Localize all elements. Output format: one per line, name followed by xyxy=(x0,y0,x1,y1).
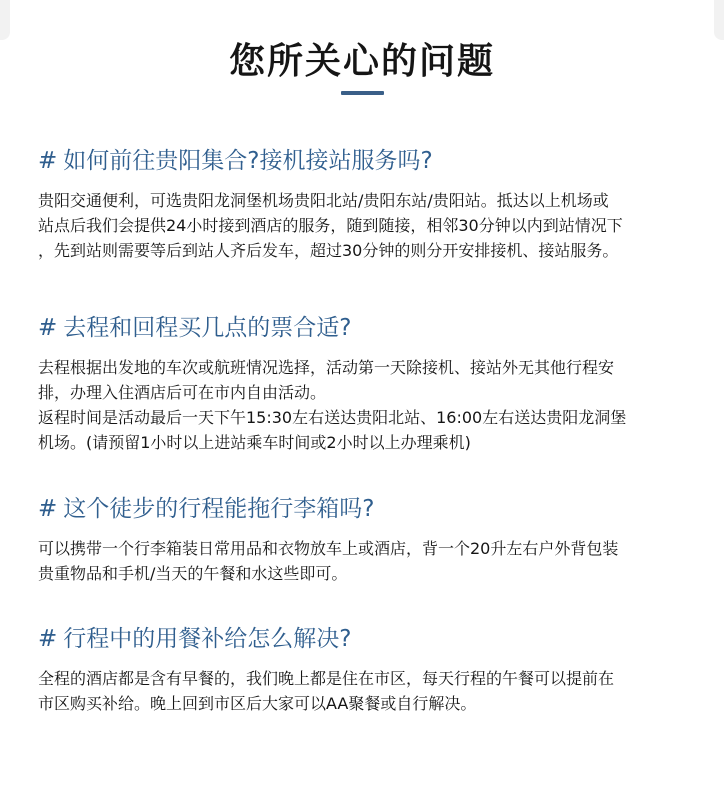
faq-question xyxy=(38,494,688,524)
page-title: 您所关心的问题 xyxy=(228,41,495,82)
faq-answer-line: 贵重物品和手机/当天的午餐和水这些即可。 xyxy=(38,564,348,583)
top-left-corner-decoration xyxy=(0,0,10,40)
faq-answer xyxy=(38,536,688,586)
hash-icon: # xyxy=(38,626,58,652)
faq-answer-line: 市区购买补给。晚上回到市区后大家可以AA聚餐或自行解决。 xyxy=(38,694,477,713)
faq-answer-line: 可以携带一个行李箱装日常用品和衣物放车上或酒店，背一个20升左右户外背包装 xyxy=(38,539,619,558)
faq-question xyxy=(38,624,688,654)
faq-answer-line: ，先到站则需要等后到站人齐后发车，超过30分钟的则分开安排接机、接站服务。 xyxy=(38,241,619,260)
faq-question-text: 行程中的用餐补给怎么解决? xyxy=(63,626,352,652)
faq-section-luggage xyxy=(38,494,688,586)
faq-section-ticket-times xyxy=(38,313,688,455)
faq-answer-line: 贵阳交通便利，可选贵阳龙洞堡机场贵阳北站/贵阳东站/贵阳站。抵达以上机场或 xyxy=(38,191,609,210)
faq-answer-line: 返程时间是活动最后一天下午15:30左右送达贵阳北站、16:00左右送达贵阳龙洞堡 xyxy=(38,408,627,427)
hash-icon: # xyxy=(38,496,58,522)
faq-question-text: 如何前往贵阳集合?接机接站服务吗? xyxy=(63,148,433,174)
faq-section-meals xyxy=(38,624,688,716)
faq-answer-line: 去程根据出发地的车次或航班情况选择，活动第一天除接机、接站外无其他行程安 xyxy=(38,358,615,377)
faq-answer xyxy=(38,188,688,263)
faq-section-getting-to-guiyang xyxy=(38,146,688,263)
faq-question-text: 这个徒步的行程能拖行李箱吗? xyxy=(63,496,375,522)
top-right-corner-decoration xyxy=(714,0,724,40)
faq-answer xyxy=(38,355,688,455)
hash-icon: # xyxy=(38,315,58,341)
hash-icon: # xyxy=(38,148,58,174)
faq-answer-line: 机场。(请预留1小时以上进站乘车时间或2小时以上办理乘机) xyxy=(38,433,471,452)
faq-answer-line: 全程的酒店都是含有早餐的，我们晚上都是住在市区，每天行程的午餐可以提前在 xyxy=(38,669,615,688)
faq-question-text: 去程和回程买几点的票合适? xyxy=(63,315,352,341)
faq-question xyxy=(38,146,688,176)
faq-answer-line: 站点后我们会提供24小时接到酒店的服务，随到随接，相邻30分钟以内到站情况下 xyxy=(38,216,623,235)
faq-answer xyxy=(38,666,688,716)
faq-answer-line: 排，办理入住酒店后可在市内自由活动。 xyxy=(38,383,327,402)
faq-question xyxy=(38,313,688,343)
title-underline-divider xyxy=(341,91,384,95)
